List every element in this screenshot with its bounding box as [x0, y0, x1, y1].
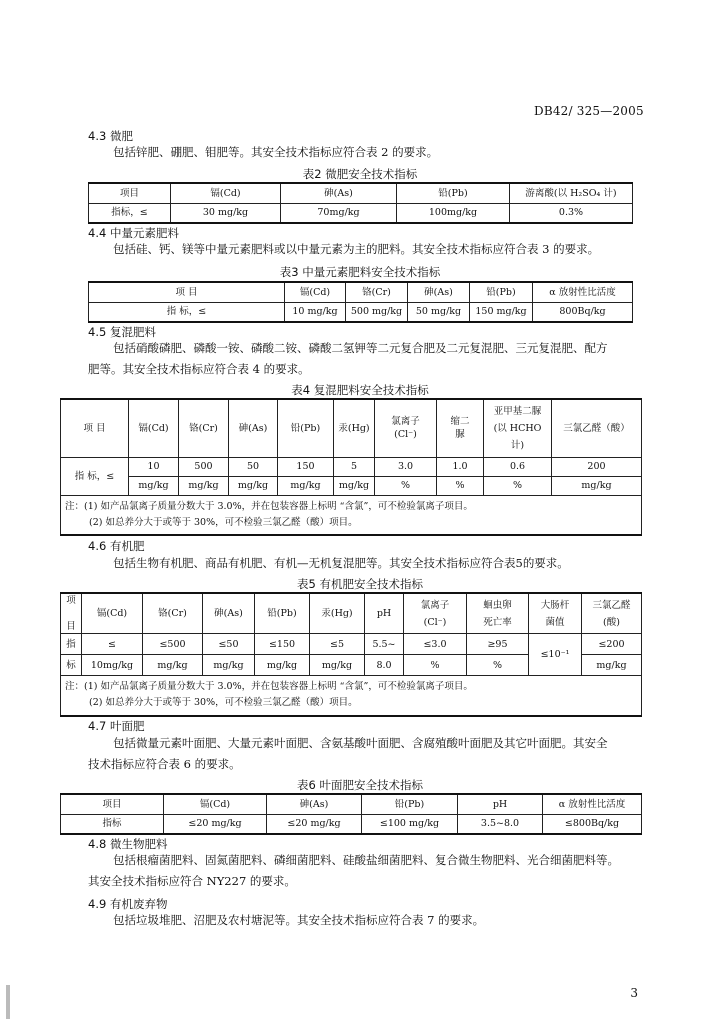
- table-2-header-cell: 铅(Pb): [397, 183, 510, 203]
- table-6-header-cell: 项目: [61, 794, 164, 814]
- table-5-value: ≤: [82, 634, 143, 655]
- table-4-header-part: 计): [510, 439, 525, 451]
- section-4-8-text-line2: 其安全技术指标应符合 NY227 的要求。: [88, 874, 296, 888]
- table-3-cell: 150 mg/kg: [470, 302, 533, 322]
- section-4-8-heading: 4.8 微生物肥料: [88, 837, 168, 851]
- table-2-cell: 30 mg/kg: [171, 203, 281, 223]
- table-3-header-cell: 项 目: [89, 282, 285, 302]
- table-2-cell: 指标，≤: [89, 203, 171, 223]
- table-6-header-cell: 铅(Pb): [362, 794, 458, 814]
- table-4-header-cell: 三氯乙醛（酸）: [552, 399, 642, 457]
- page-number: 3: [630, 986, 638, 1000]
- table-3-cell: 800Bq/kg: [533, 302, 633, 322]
- section-4-5-text-line2: 肥等。其安全技术指标应符合表 4 的要求。: [88, 362, 310, 376]
- table-4-value: 1.0: [437, 457, 484, 476]
- scan-edge-mark: [6, 985, 10, 1019]
- table-4-header-cell: [437, 399, 484, 457]
- table-5-row-label: 指: [61, 634, 82, 655]
- table-6-cell: 指标: [61, 814, 164, 834]
- table-5-row-label: 标: [61, 655, 82, 676]
- section-4-6-text: 包括生物有机肥、商品有机肥、有机—无机复混肥等。其安全技术指标应符合表5的要求。: [113, 556, 569, 570]
- table-4-value: 150: [278, 457, 334, 476]
- table-5-header-part: 氯离子: [420, 599, 450, 611]
- table-3-cell: 50 mg/kg: [408, 302, 470, 322]
- table-5-value: ≤500: [143, 634, 203, 655]
- table-3-header-cell: α 放射性比活度: [533, 282, 633, 302]
- table-4-unit: mg/kg: [129, 476, 179, 495]
- table-5-value: ≤50: [203, 634, 255, 655]
- table-5-unit: mg/kg: [143, 655, 203, 676]
- table-4-note: [61, 495, 642, 535]
- table-4-unit: %: [484, 476, 552, 495]
- table-4-header-cell: 铬(Cr): [179, 399, 229, 457]
- table-4-header-cell: 镉(Cd): [129, 399, 179, 457]
- table-4-unit: mg/kg: [334, 476, 375, 495]
- table-6-header-cell: 砷(As): [267, 794, 362, 814]
- table-5-unit: 10mg/kg: [82, 655, 143, 676]
- table-5-caption: 表5 有机肥安全技术指标: [297, 577, 423, 591]
- table-5-header-part: 三氯乙醛: [592, 599, 631, 611]
- table-4: [60, 398, 641, 536]
- table-3-header-cell: 镉(Cd): [285, 282, 346, 302]
- table-4-header-part: (以 HCHO: [493, 422, 542, 434]
- table-4-header-cell: 砷(As): [229, 399, 278, 457]
- table-4-caption: 表4 复混肥料安全技术指标: [291, 383, 429, 397]
- table-4-value: 500: [179, 457, 229, 476]
- table-5-unit: mg/kg: [203, 655, 255, 676]
- table-2-header-cell: 镉(Cd): [171, 183, 281, 203]
- table-4-note-line: (2) 如总养分大于或等于 30%，可不检验三氯乙醛（酸）项目。: [89, 516, 358, 528]
- table-4-value: 10: [129, 457, 179, 476]
- section-4-4-heading: 4.4 中量元素肥料: [88, 226, 179, 240]
- table-5-header-part: 目: [66, 621, 76, 632]
- table-5-value: ≤5: [310, 634, 365, 655]
- table-5-header-cell: 砷(As): [203, 593, 255, 634]
- section-4-7-text-line1: 包括微量元素叶面肥、大量元素叶面肥、含氨基酸叶面肥、含腐殖酸叶面肥及其它叶面肥。其安全: [113, 736, 608, 750]
- table-5-header-part: 大肠杆: [540, 599, 570, 611]
- table-4-header-part: 缩二: [450, 416, 470, 428]
- table-6-cell: ≤20 mg/kg: [164, 814, 267, 834]
- table-4-header-cell: [375, 399, 437, 457]
- table-4-unit: mg/kg: [278, 476, 334, 495]
- table-4-unit: %: [437, 476, 484, 495]
- table-5-unit: mg/kg: [310, 655, 365, 676]
- table-6: [60, 793, 641, 835]
- section-4-7-heading: 4.7 叶面肥: [88, 719, 145, 733]
- table-4-unit: %: [375, 476, 437, 495]
- table-5-note-line: 注：(1) 如产品氯离子质量分数大于 3.0%，并在包装容器上标明 “含氯”，可不检验氯离子项目。: [65, 681, 473, 693]
- table-6-cell: ≤20 mg/kg: [267, 814, 362, 834]
- table-5-header-cell: [467, 593, 529, 634]
- section-4-9-text: 包括垃圾堆肥、沼肥及农村塘泥等。其安全技术指标应符合表 7 的要求。: [113, 913, 485, 927]
- table-6-cell: ≤800Bq/kg: [543, 814, 642, 834]
- table-5: [60, 592, 641, 717]
- table-4-header-cell: 汞(Hg): [334, 399, 375, 457]
- table-3-caption: 表3 中量元素肥料安全技术指标: [279, 265, 441, 279]
- table-4-value: 3.0: [375, 457, 437, 476]
- table-4-header-part: 氯离子: [391, 416, 420, 428]
- section-4-6-heading: 4.6 有机肥: [88, 539, 145, 553]
- table-4-note-line: 注：(1) 如产品氯离子质量分数大于 3.0%，并在包装容器上标明 “含氯”，可不检验氯离子项目。: [65, 500, 473, 512]
- section-4-9-heading: 4.9 有机废弃物: [88, 897, 168, 911]
- table-5-header-part: (Cl⁻): [423, 616, 447, 628]
- table-4-value: 50: [229, 457, 278, 476]
- table-4-header-part: (Cl⁻): [394, 429, 417, 441]
- table-5-value: ≤150: [255, 634, 310, 655]
- table-5-unit: mg/kg: [255, 655, 310, 676]
- table-3-cell: 500 mg/kg: [346, 302, 408, 322]
- table-4-value: 5: [334, 457, 375, 476]
- table-5-note-line: (2) 如总养分大于或等于 30%，可不检验三氯乙醛（酸）项目。: [89, 697, 358, 709]
- table-3: [88, 281, 632, 323]
- section-4-3-heading: 4.3 微肥: [88, 129, 133, 143]
- table-2-header-cell: 砷(As): [281, 183, 397, 203]
- table-2-cell: 100mg/kg: [397, 203, 510, 223]
- section-4-7-text-line2: 技术指标应符合表 6 的要求。: [88, 757, 241, 771]
- table-2-caption: 表2 微肥安全技术指标: [302, 167, 418, 181]
- table-5-header-part: 菌值: [545, 616, 565, 628]
- table-5-value: ≤3.0: [404, 634, 467, 655]
- table-4-header-part: 亚甲基二脲: [493, 405, 542, 417]
- section-4-3-text: 包括锌肥、硼肥、钼肥等。其安全技术指标应符合表 2 的要求。: [113, 145, 439, 159]
- table-5-header-cell: [529, 593, 582, 634]
- table-5-header-part: 项: [66, 595, 76, 606]
- table-2-cell: 70mg/kg: [281, 203, 397, 223]
- table-3-header-cell: 砷(As): [408, 282, 470, 302]
- table-3-cell: 指 标，≤: [89, 302, 285, 322]
- table-5-header-cell: 铅(Pb): [255, 593, 310, 634]
- table-6-header-cell: 镉(Cd): [164, 794, 267, 814]
- table-5-value: ≥95: [467, 634, 529, 655]
- section-4-5-text-line1: 包括硝酸磷肥、磷酸一铵、磷酸二铵、磷酸二氢钾等二元复合肥及二元复混肥、三元复混肥、配方: [113, 341, 608, 355]
- table-4-row-label: 指 标，≤: [61, 457, 129, 495]
- table-4-header-part: 脲: [455, 429, 465, 441]
- table-6-caption: 表6 叶面肥安全技术指标: [297, 778, 423, 792]
- table-5-unit: %: [467, 655, 529, 676]
- table-4-value: 200: [552, 457, 642, 476]
- table-3-header-cell: 铬(Cr): [346, 282, 408, 302]
- document-code: DB42/ 325—2005: [534, 104, 644, 118]
- table-3-header-cell: 铅(Pb): [470, 282, 533, 302]
- table-5-header-cell: [61, 593, 82, 634]
- table-4-header-cell: [484, 399, 552, 457]
- table-4-header-cell: 铅(Pb): [278, 399, 334, 457]
- table-5-note: [61, 676, 642, 716]
- table-5-unit: 8.0: [365, 655, 404, 676]
- table-4-value: 0.6: [484, 457, 552, 476]
- table-5-header-cell: [582, 593, 642, 634]
- table-5-value: ≤200: [582, 634, 642, 655]
- section-4-5-heading: 4.5 复混肥料: [88, 325, 156, 339]
- table-5-header-cell: [404, 593, 467, 634]
- table-6-header-cell: pH: [458, 794, 543, 814]
- table-4-unit: mg/kg: [229, 476, 278, 495]
- table-5-value: ≤10⁻¹: [529, 634, 582, 676]
- table-6-cell: 3.5~8.0: [458, 814, 543, 834]
- table-5-header-cell: 铬(Cr): [143, 593, 203, 634]
- table-5-header-part: 蛔虫卵: [483, 599, 512, 611]
- table-3-cell: 10 mg/kg: [285, 302, 346, 322]
- table-5-unit: mg/kg: [582, 655, 642, 676]
- table-4-unit: mg/kg: [179, 476, 229, 495]
- table-5-header-cell: 镉(Cd): [82, 593, 143, 634]
- table-2: [88, 182, 632, 224]
- table-5-header-part: 死亡率: [483, 616, 512, 628]
- table-5-header-cell: pH: [365, 593, 404, 634]
- table-4-header-cell: 项 目: [61, 399, 129, 457]
- table-5-unit: %: [404, 655, 467, 676]
- section-4-4-text: 包括硅、钙、镁等中量元素肥料或以中量元素为主的肥料。其安全技术指标应符合表 3 的要求。: [113, 242, 600, 256]
- table-5-header-cell: 汞(Hg): [310, 593, 365, 634]
- table-6-header-cell: α 放射性比活度: [543, 794, 642, 814]
- table-4-unit: mg/kg: [552, 476, 642, 495]
- table-6-cell: ≤100 mg/kg: [362, 814, 458, 834]
- table-5-value: 5.5~: [365, 634, 404, 655]
- table-2-cell: 0.3%: [510, 203, 633, 223]
- table-2-header-cell: 项目: [89, 183, 171, 203]
- table-2-header-cell: 游离酸(以 H₂SO₄ 计): [510, 183, 633, 203]
- table-5-header-part: (酸): [603, 616, 620, 628]
- section-4-8-text-line1: 包括根瘤菌肥料、固氮菌肥料、磷细菌肥料、硅酸盐细菌肥料、复合微生物肥料、光合细菌肥料等。: [113, 853, 619, 867]
